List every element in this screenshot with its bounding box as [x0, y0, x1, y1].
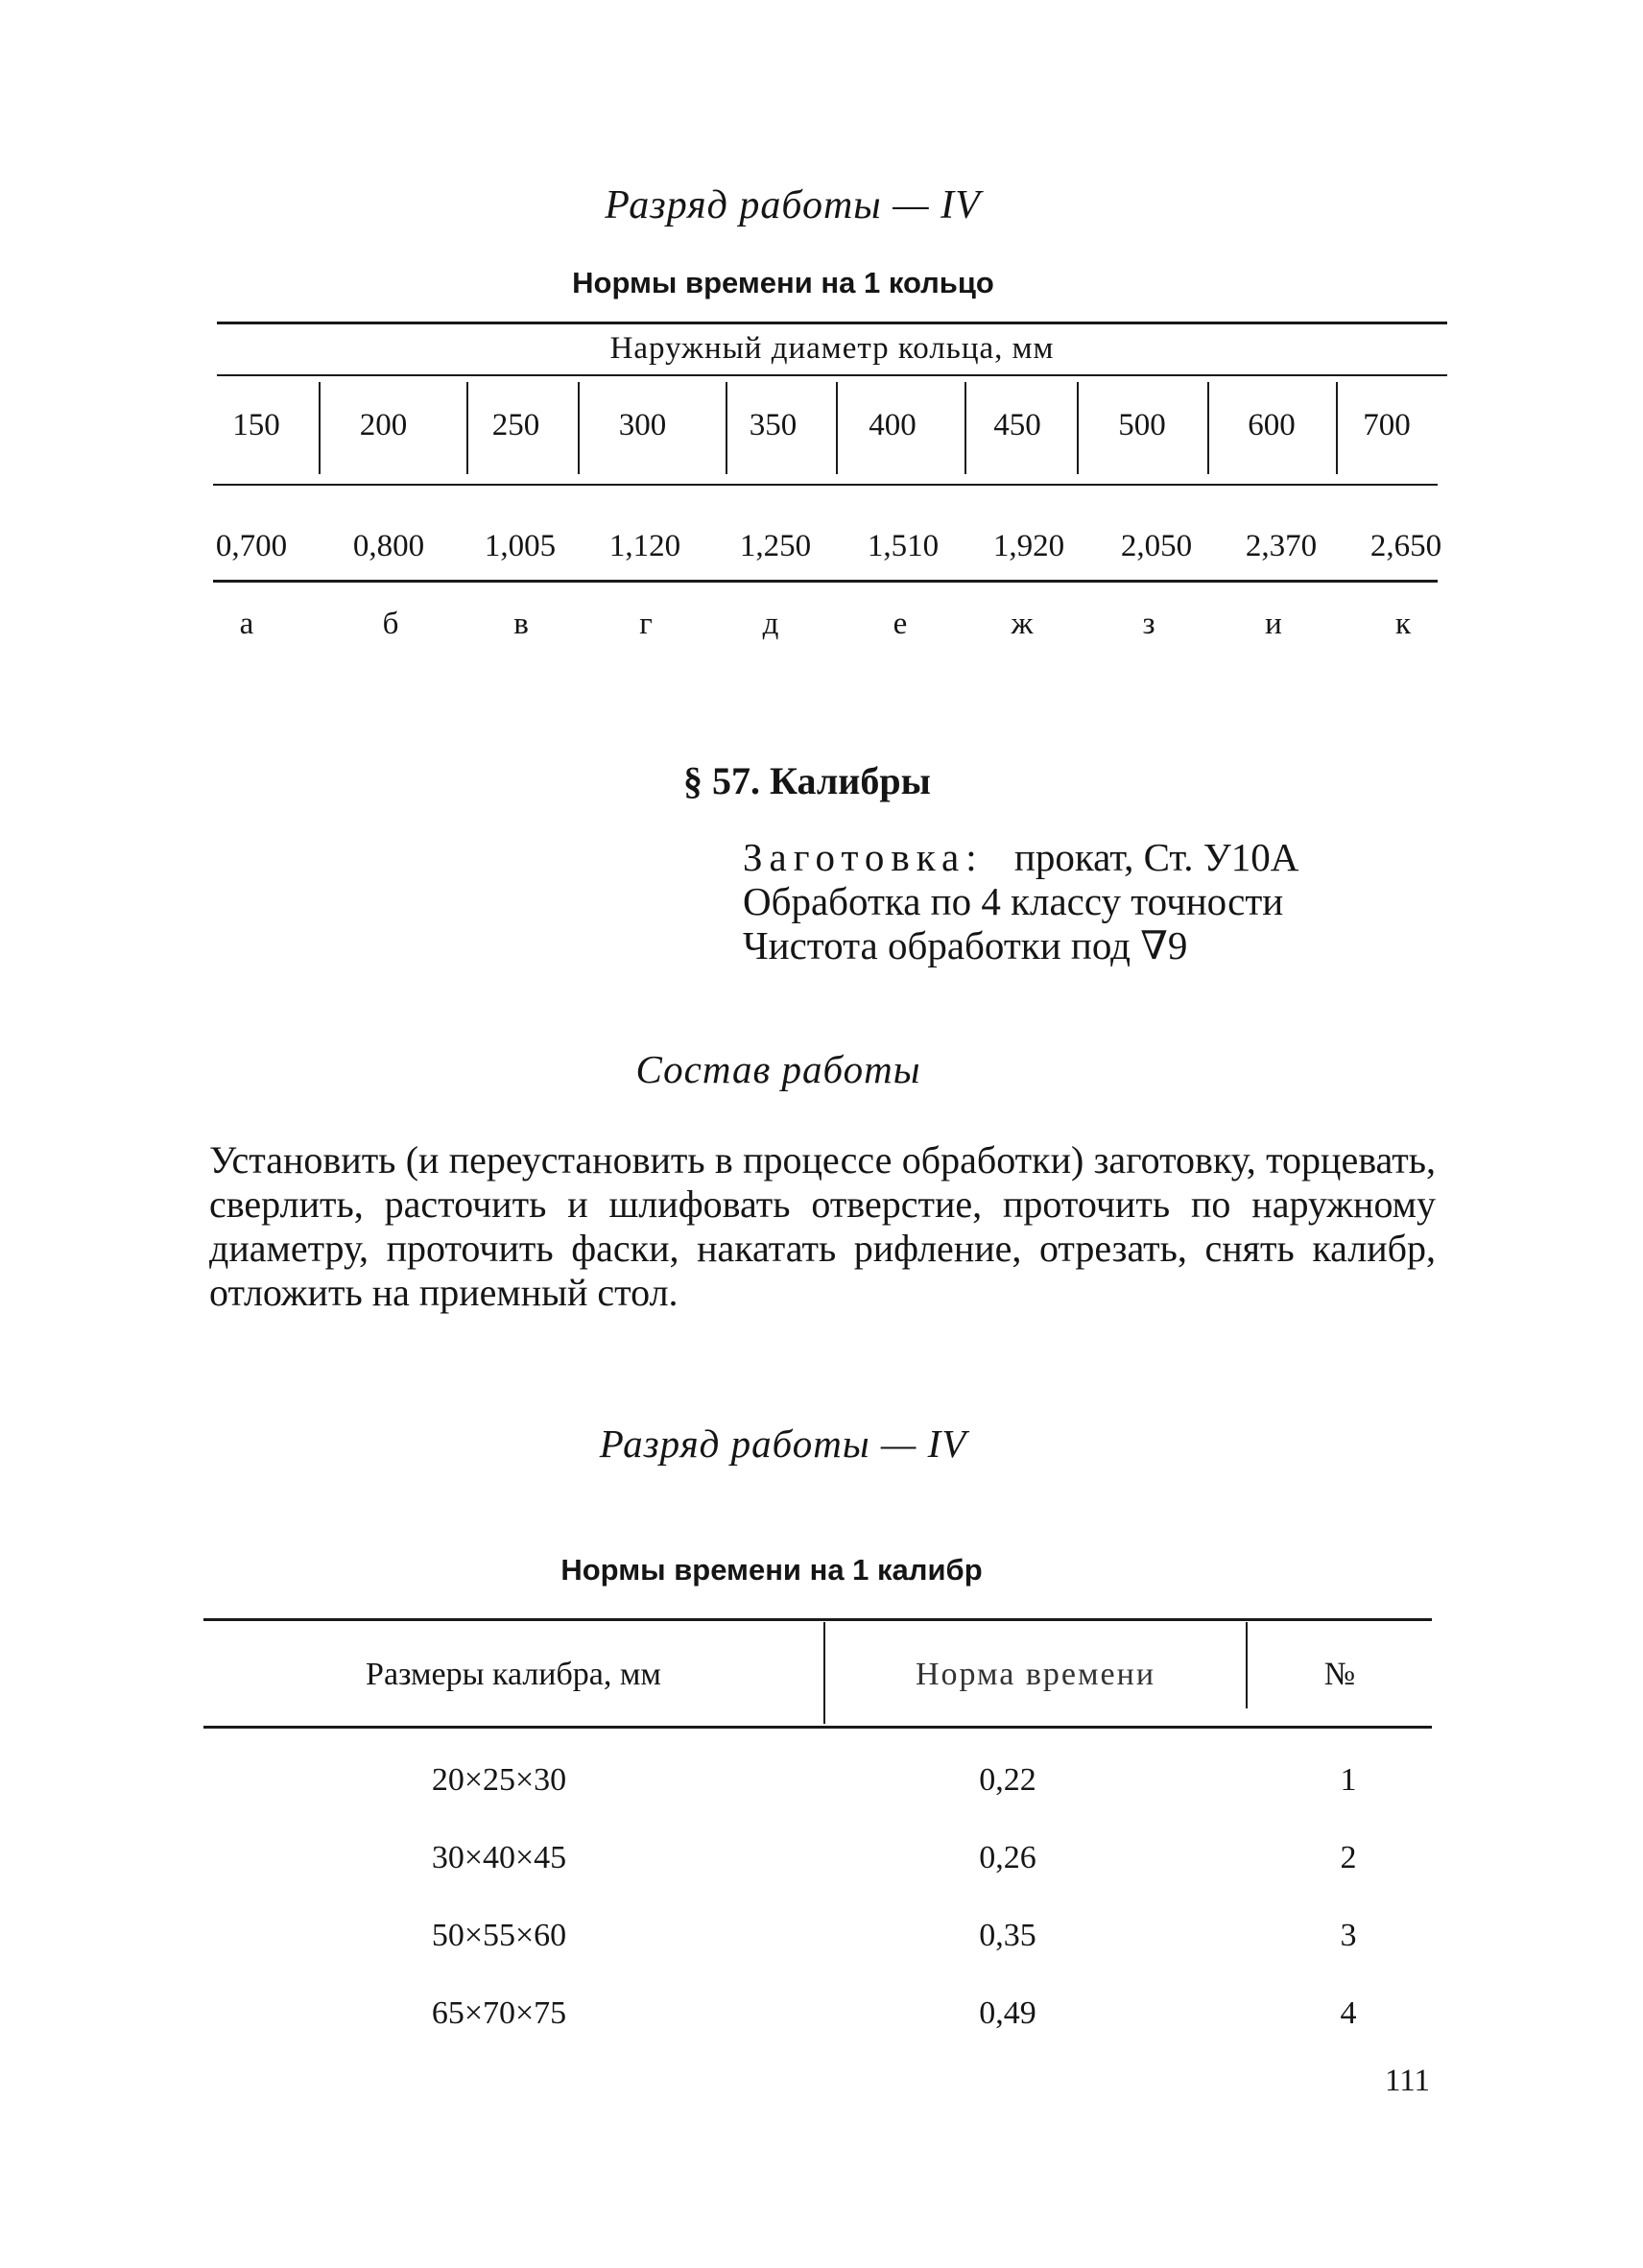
bottom-grade-heading: Разряд работы — IV [599, 1421, 967, 1466]
section-heading: § 57. Калибры [683, 759, 931, 802]
gauge-time-cell: 0,22 [979, 1762, 1036, 1798]
ring-table-top-rule [217, 322, 1447, 324]
gauge-time-cell: 0,26 [979, 1840, 1036, 1875]
ring-col-divider [578, 382, 580, 474]
processing-line: Обработка по 4 классу точности [743, 879, 1284, 923]
ring-diameter-cell: 150 [232, 408, 280, 442]
ring-col-divider [319, 382, 321, 474]
ring-time-cell: 1,250 [739, 529, 812, 563]
blank-label: Заготовка: [743, 835, 984, 879]
gauge-col-header-size: Размеры калибра, мм [366, 1657, 661, 1692]
ring-diameter-cell: 250 [491, 408, 540, 442]
gauge-number-cell: 1 [1340, 1762, 1357, 1798]
ring-diameter-cell: 700 [1363, 408, 1411, 442]
ring-diameter-cell: 400 [869, 408, 917, 442]
ring-diameter-cell: 500 [1118, 408, 1166, 442]
gauge-size-cell: 50×55×60 [431, 1918, 567, 1953]
ring-time-cell: 1,005 [484, 529, 557, 563]
ring-diameter-cell: 350 [749, 408, 798, 442]
gauge-time-cell: 0,35 [979, 1918, 1036, 1953]
ring-column-letter: в [513, 607, 529, 641]
ring-column-letter: а [239, 607, 254, 641]
ring-col-divider [836, 382, 838, 474]
page-number: 111 [1384, 2064, 1430, 2098]
ring-column-letter: г [639, 607, 653, 641]
finish-line: Чистота обработки под ∇9 [743, 923, 1188, 967]
gauge-table-header-rule [203, 1726, 1432, 1729]
ring-column-letter: з [1142, 607, 1155, 641]
ring-time-cell: 2,050 [1120, 529, 1193, 563]
work-composition-title: Состав работы [635, 1047, 921, 1091]
ring-table-header: Наружный диаметр кольца, мм [609, 331, 1055, 366]
top-grade-heading: Разряд работы — IV [605, 183, 981, 227]
ring-diameter-cell: 450 [993, 408, 1041, 442]
gauge-size-cell: 20×25×30 [431, 1762, 567, 1798]
ring-diameter-cell: 200 [359, 408, 408, 442]
gauge-col-header-time: Норма времени [915, 1657, 1156, 1692]
gauge-number-cell: 3 [1340, 1918, 1357, 1953]
ring-column-letter: ж [1011, 607, 1034, 641]
ring-time-cell: 2,370 [1245, 529, 1318, 563]
blank-spec-line [743, 835, 1298, 879]
ring-time-cell: 2,650 [1369, 529, 1442, 563]
ring-column-letter: к [1394, 607, 1412, 641]
ring-column-letter: д [762, 607, 779, 641]
ring-time-cell: 0,700 [215, 529, 288, 563]
ring-col-divider [1336, 382, 1338, 474]
gauge-number-cell: 4 [1340, 1995, 1357, 2031]
gauge-number-cell: 2 [1340, 1840, 1357, 1875]
gauge-size-cell: 30×40×45 [431, 1840, 567, 1875]
ring-diameter-cell: 600 [1248, 408, 1296, 442]
gauge-table-title: Нормы времени на 1 калибр [560, 1553, 983, 1587]
ring-column-letter: б [382, 607, 399, 641]
gauge-time-cell: 0,49 [979, 1995, 1036, 2031]
ring-col-divider [1207, 382, 1209, 474]
ring-table-title: Нормы времени на 1 кольцо [572, 266, 994, 299]
ring-table-bottom-rule [213, 580, 1438, 583]
gauge-table-top-rule [203, 1618, 1432, 1621]
blank-value: прокат, Ст. У10А [1013, 835, 1299, 879]
gauge-size-cell: 65×70×75 [431, 1995, 567, 2031]
work-composition-text: Установить (и переустановить в процессе обработки) заготовку, торцевать, сверлить, расточить и шлифовать отверстие, проточить по наружному диаметру, проточить фаски, накатать рифление, отрезать, снять калибр, отложить на приемный стол. [209, 1138, 1436, 1314]
ring-col-divider [1077, 382, 1079, 474]
ring-table-mid-rule [213, 484, 1438, 486]
ring-time-cell: 0,800 [352, 529, 425, 563]
ring-col-divider [466, 382, 468, 474]
ring-col-divider [964, 382, 966, 474]
gauge-col-header-number: № [1323, 1657, 1356, 1692]
ring-diameter-cell: 300 [618, 408, 667, 442]
ring-time-cell: 1,510 [867, 529, 940, 563]
ring-column-letter: е [893, 607, 908, 641]
ring-table-header-rule [217, 374, 1447, 376]
ring-column-letter: и [1265, 607, 1282, 641]
ring-time-cell: 1,920 [992, 529, 1065, 563]
ring-time-cell: 1,120 [608, 529, 681, 563]
